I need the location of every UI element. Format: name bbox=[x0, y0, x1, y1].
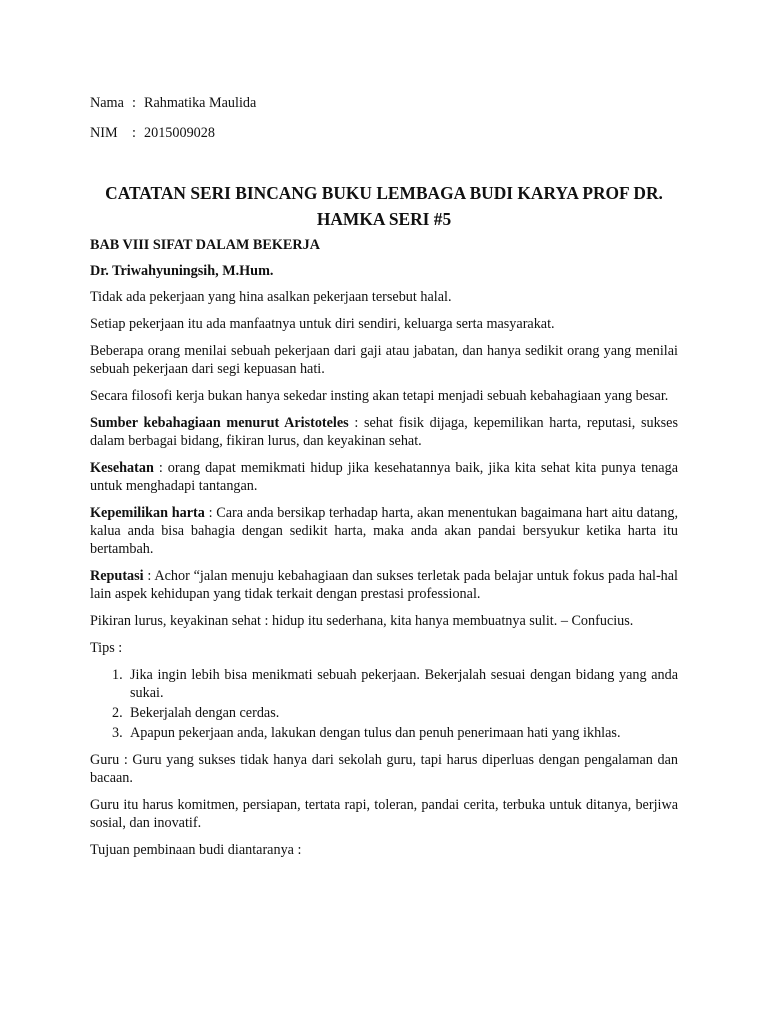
term-kepemilikan-harta: Kepemilikan harta bbox=[90, 505, 205, 521]
paragraph-reputasi bbox=[90, 567, 678, 603]
paragraph-guru-sifat: Guru itu harus komitmen, persiapan, tertata rapi, toleran, pandai cerita, terbuka untuk ditanya, berjiwa sosial, dan inovatif. bbox=[90, 797, 678, 831]
name-row bbox=[90, 94, 256, 112]
term-aristoteles: Sumber kebahagiaan menurut Aristoteles bbox=[90, 415, 349, 431]
nim-colon: : bbox=[132, 125, 136, 141]
term-kesehatan: Kesehatan bbox=[90, 460, 154, 476]
paragraph-kesehatan bbox=[90, 459, 678, 495]
title-line-2: HAMKA SERI #5 bbox=[316, 209, 452, 229]
text-kesehatan: : orang dapat memikmati hidup jika kesehatannya baik, jika kita sehat kita punya tenaga untuk menghadapi tantangan. bbox=[90, 460, 678, 494]
tips-label: Tips : bbox=[90, 640, 123, 656]
nim-value: 2015009028 bbox=[144, 125, 215, 141]
title-line-1: CATATAN SERI BINCANG BUKU LEMBAGA BUDI KARYA PROF DR. bbox=[105, 183, 663, 203]
paragraph-3: Beberapa orang menilai sebuah pekerjaan dari gaji atau jabatan, dan hanya sedikit orang yang menilai sebuah pekerjaan dari segi kepuasan hati. bbox=[90, 343, 678, 377]
nim-label: NIM bbox=[90, 125, 118, 141]
paragraph-pikiran-lurus: Pikiran lurus, keyakinan sehat : hidup itu sederhana, kita hanya membuatnya sulit. – Confucius. bbox=[90, 613, 634, 629]
paragraph-kepemilikan-harta bbox=[90, 504, 678, 558]
name-colon: : bbox=[132, 95, 136, 111]
speaker-name: Dr. Triwahyuningsih, M.Hum. bbox=[90, 263, 274, 279]
paragraph-guru: Guru : Guru yang sukses tidak hanya dari sekolah guru, tapi harus diperluas dengan pengalaman dan bacaan. bbox=[90, 752, 678, 786]
list-item bbox=[90, 724, 678, 742]
list-item bbox=[90, 704, 678, 722]
document-body bbox=[90, 236, 678, 868]
paragraph-aristoteles bbox=[90, 414, 678, 450]
nim-row bbox=[90, 124, 215, 142]
name-label: Nama bbox=[90, 95, 124, 111]
text-aristoteles: : sehat fisik dijaga, kepemilikan harta, reputasi, sukses dalam berbagai bidang, fikiran lurus, dan keyakinan sehat. bbox=[90, 415, 679, 449]
paragraph-2: Setiap pekerjaan itu ada manfaatnya untuk diri sendiri, keluarga serta masyarakat. bbox=[90, 316, 555, 332]
text-reputasi: : Achor “jalan menuju kebahagiaan dan sukses terletak pada belajar untuk fokus pada hal-hal lain aspek kehidupan yang tidak terkait dengan prestasi professional. bbox=[90, 568, 678, 602]
list-item-text: Apapun pekerjaan anda, lakukan dengan tulus dan penuh penerimaan hati yang ikhlas. bbox=[130, 725, 621, 741]
list-item-text: Jika ingin lebih bisa menikmati sebuah pekerjaan. Bekerjalah sesuai dengan bidang yang anda sukai. bbox=[130, 667, 678, 701]
chapter-heading: BAB VIII SIFAT DALAM BEKERJA bbox=[90, 237, 320, 253]
name-value: Rahmatika Maulida bbox=[144, 95, 257, 111]
list-item-number: 1. bbox=[112, 667, 123, 683]
term-reputasi: Reputasi bbox=[90, 568, 144, 584]
list-item-text: Bekerjalah dengan cerdas. bbox=[130, 705, 280, 721]
text-kepemilikan-harta: : Cara anda bersikap terhadap harta, akan menentukan bagaimana hart aitu datang, kalua anda bisa bahagia dengan sedikit harta, maka anda akan pandai bersyukur ketika harta itu bertambah. bbox=[90, 505, 678, 557]
list-item-number: 2. bbox=[112, 705, 123, 721]
paragraph-tujuan: Tujuan pembinaan budi diantaranya : bbox=[90, 842, 302, 858]
document-title bbox=[90, 180, 678, 232]
tips-list bbox=[90, 666, 678, 742]
list-item bbox=[90, 666, 678, 702]
paragraph-1: Tidak ada pekerjaan yang hina asalkan pekerjaan tersebut halal. bbox=[90, 289, 452, 305]
list-item-number: 3. bbox=[112, 725, 123, 741]
paragraph-4: Secara filosofi kerja bukan hanya sekedar insting akan tetapi menjadi sebuah kebahagiaan yang besar. bbox=[90, 388, 669, 404]
